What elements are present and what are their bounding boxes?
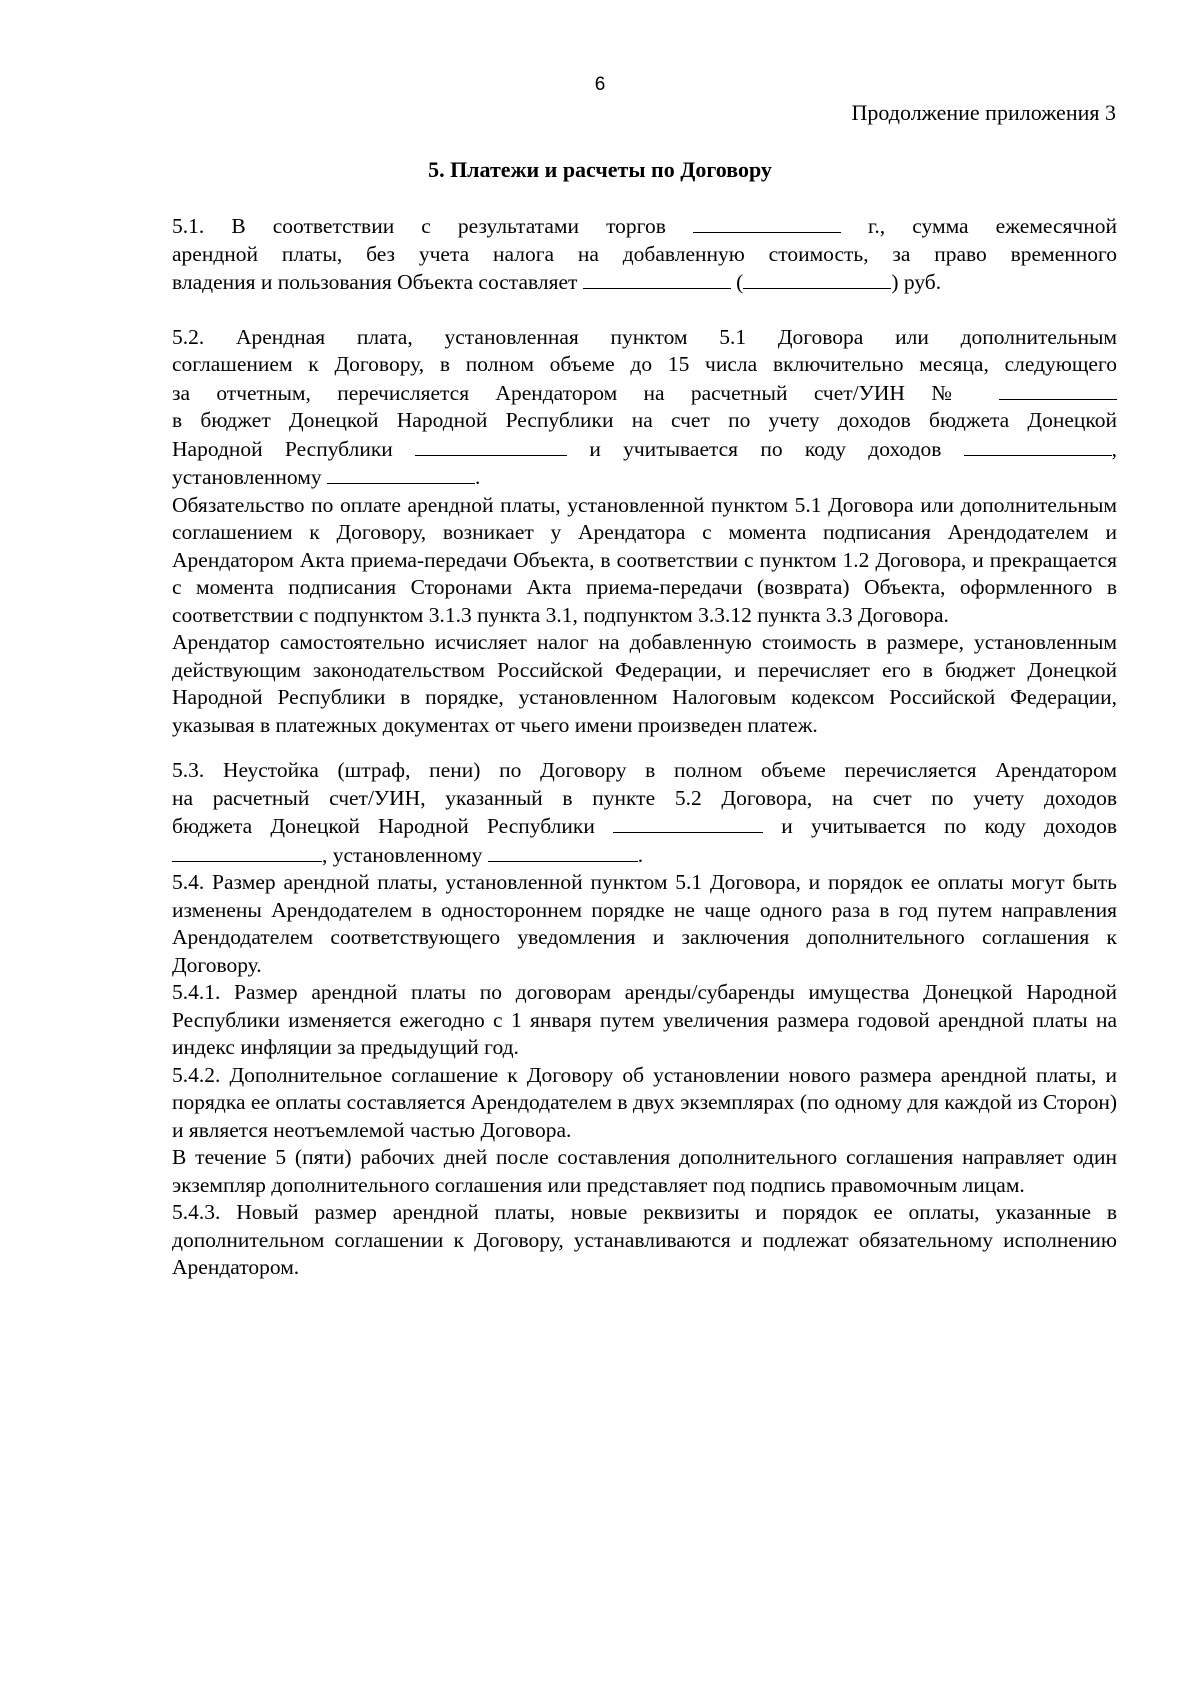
blank-field	[172, 841, 322, 862]
p5-2-line-4: в бюджет Донецкой Народной Республики на счет по учету доходов бюджета Донецкой	[172, 408, 1117, 432]
p5-3-line-1: 5.3. Неустойка (штраф, пени) по Договору в полном объеме перечисляется Арендатором	[172, 758, 1117, 782]
blank-field	[327, 463, 475, 484]
p5-1-line-3: владения и пользования Объекта составляет ( ) руб.	[172, 270, 942, 294]
blank-field	[488, 841, 638, 862]
blank-field	[964, 435, 1112, 456]
blank-field	[999, 379, 1117, 400]
blank-field	[693, 212, 841, 233]
paragraph-notice: В течение 5 (пяти) рабочих дней после составления дополнительного соглашения направляет один экземпляр дополнительного соглашения или представляет под подпись правомочным лицам.	[172, 1145, 1117, 1197]
paragraph-5-1	[172, 212, 1117, 297]
p5-1-line-2: арендной платы, без учета налога на добавленную стоимость, за право временного	[172, 241, 1117, 266]
blank-field	[583, 268, 731, 289]
p5-2-line-5: Народной Республики и учитывается по коду доходов ,	[172, 436, 1118, 461]
page-number: 6	[594, 74, 606, 95]
section-title: 5. Платежи и расчеты по Договору	[428, 157, 772, 182]
blank-field	[743, 268, 891, 289]
p5-1-line-1: 5.1. В соответствии с результатами торгов г., сумма ежемесячной	[172, 214, 1118, 238]
continuation-label: Продолжение приложения 3	[851, 100, 1116, 125]
paragraph-obligation: Обязательство по оплате арендной платы, установленной пунктом 5.1 Договора или дополнительным соглашением к Договору, возникает у Арендатора с момента подписания Арендодателем и Арендатором Акта приема-передачи Объекта, в соответствии с пунктом 1.2 Договора, и прекращается с момента подписания Сторонами Акта приема-передачи (возврата) Объекта, оформленного в соответствии с подпунктом 3.1.3 пункта 3.1, подпунктом 3.3.12 пункта 3.3 Договора.	[172, 492, 1117, 627]
p5-3-line-3: бюджета Донецкой Народной Республики и учитывается по коду доходов	[172, 814, 1118, 838]
paragraph-5-3	[172, 757, 1117, 869]
p5-2-line-2: соглашением к Договору, в полном объеме до 15 числа включительно месяца, следующего	[172, 352, 1117, 376]
p5-2-line-1: 5.2. Арендная плата, установленная пунктом 5.1 Договора или дополнительным	[172, 324, 1117, 349]
p5-3-line-4: , установленному .	[172, 841, 1117, 870]
document-body	[172, 212, 1117, 1282]
paragraph-5-2	[172, 324, 1117, 492]
p5-2-line-6: установленному .	[172, 465, 481, 489]
paragraph-vat: Арендатор самостоятельно исчисляет налог на добавленную стоимость в размере, установленным действующим законодательством Российской Федерации, и перечисляет его в бюджет Донецкой Народной Республики в порядке, установленном Налоговым кодексом Российской Федерации, указывая в платежных документах от чьего имени произведен платеж.	[172, 630, 1117, 737]
p5-2-line-3: за отчетным, перечисляется Арендатором на расчетный счет/УИН №	[172, 379, 1117, 408]
p5-3-line-2: на расчетный счет/УИН, указанный в пункте 5.2 Договора, на счет по учету доходов	[172, 785, 1117, 810]
paragraph-5-4-3: 5.4.3. Новый размер арендной платы, новые реквизиты и порядок ее оплаты, указанные в дополнительном соглашении к Договору, устанавливаются и подлежат обязательному исполнению Арендатором.	[172, 1200, 1117, 1279]
blank-field	[415, 435, 567, 456]
paragraph-5-4-1: 5.4.1. Размер арендной платы по договорам аренды/субаренды имущества Донецкой Народной Республики изменяется ежегодно с 1 января путем увеличения размера годовой арендной платы на индекс инфляции за предыдущий год.	[172, 980, 1117, 1059]
paragraph-5-4-2: 5.4.2. Дополнительное соглашение к Договору об установлении нового размера арендной платы, и порядка ее оплаты составляется Арендодателем в двух экземплярах (по одному для каждой из Сторон) и является неотъемлемой частью Договора.	[172, 1062, 1117, 1142]
blank-field	[613, 812, 763, 833]
paragraph-5-4: 5.4. Размер арендной платы, установленной пунктом 5.1 Договора, и порядок ее оплаты могут быть изменены Арендодателем в одностороннем порядке не чаще одного раза в год путем направления Арендодателем соответствующего уведомления и заключения дополнительного соглашения к Договору.	[172, 870, 1117, 977]
